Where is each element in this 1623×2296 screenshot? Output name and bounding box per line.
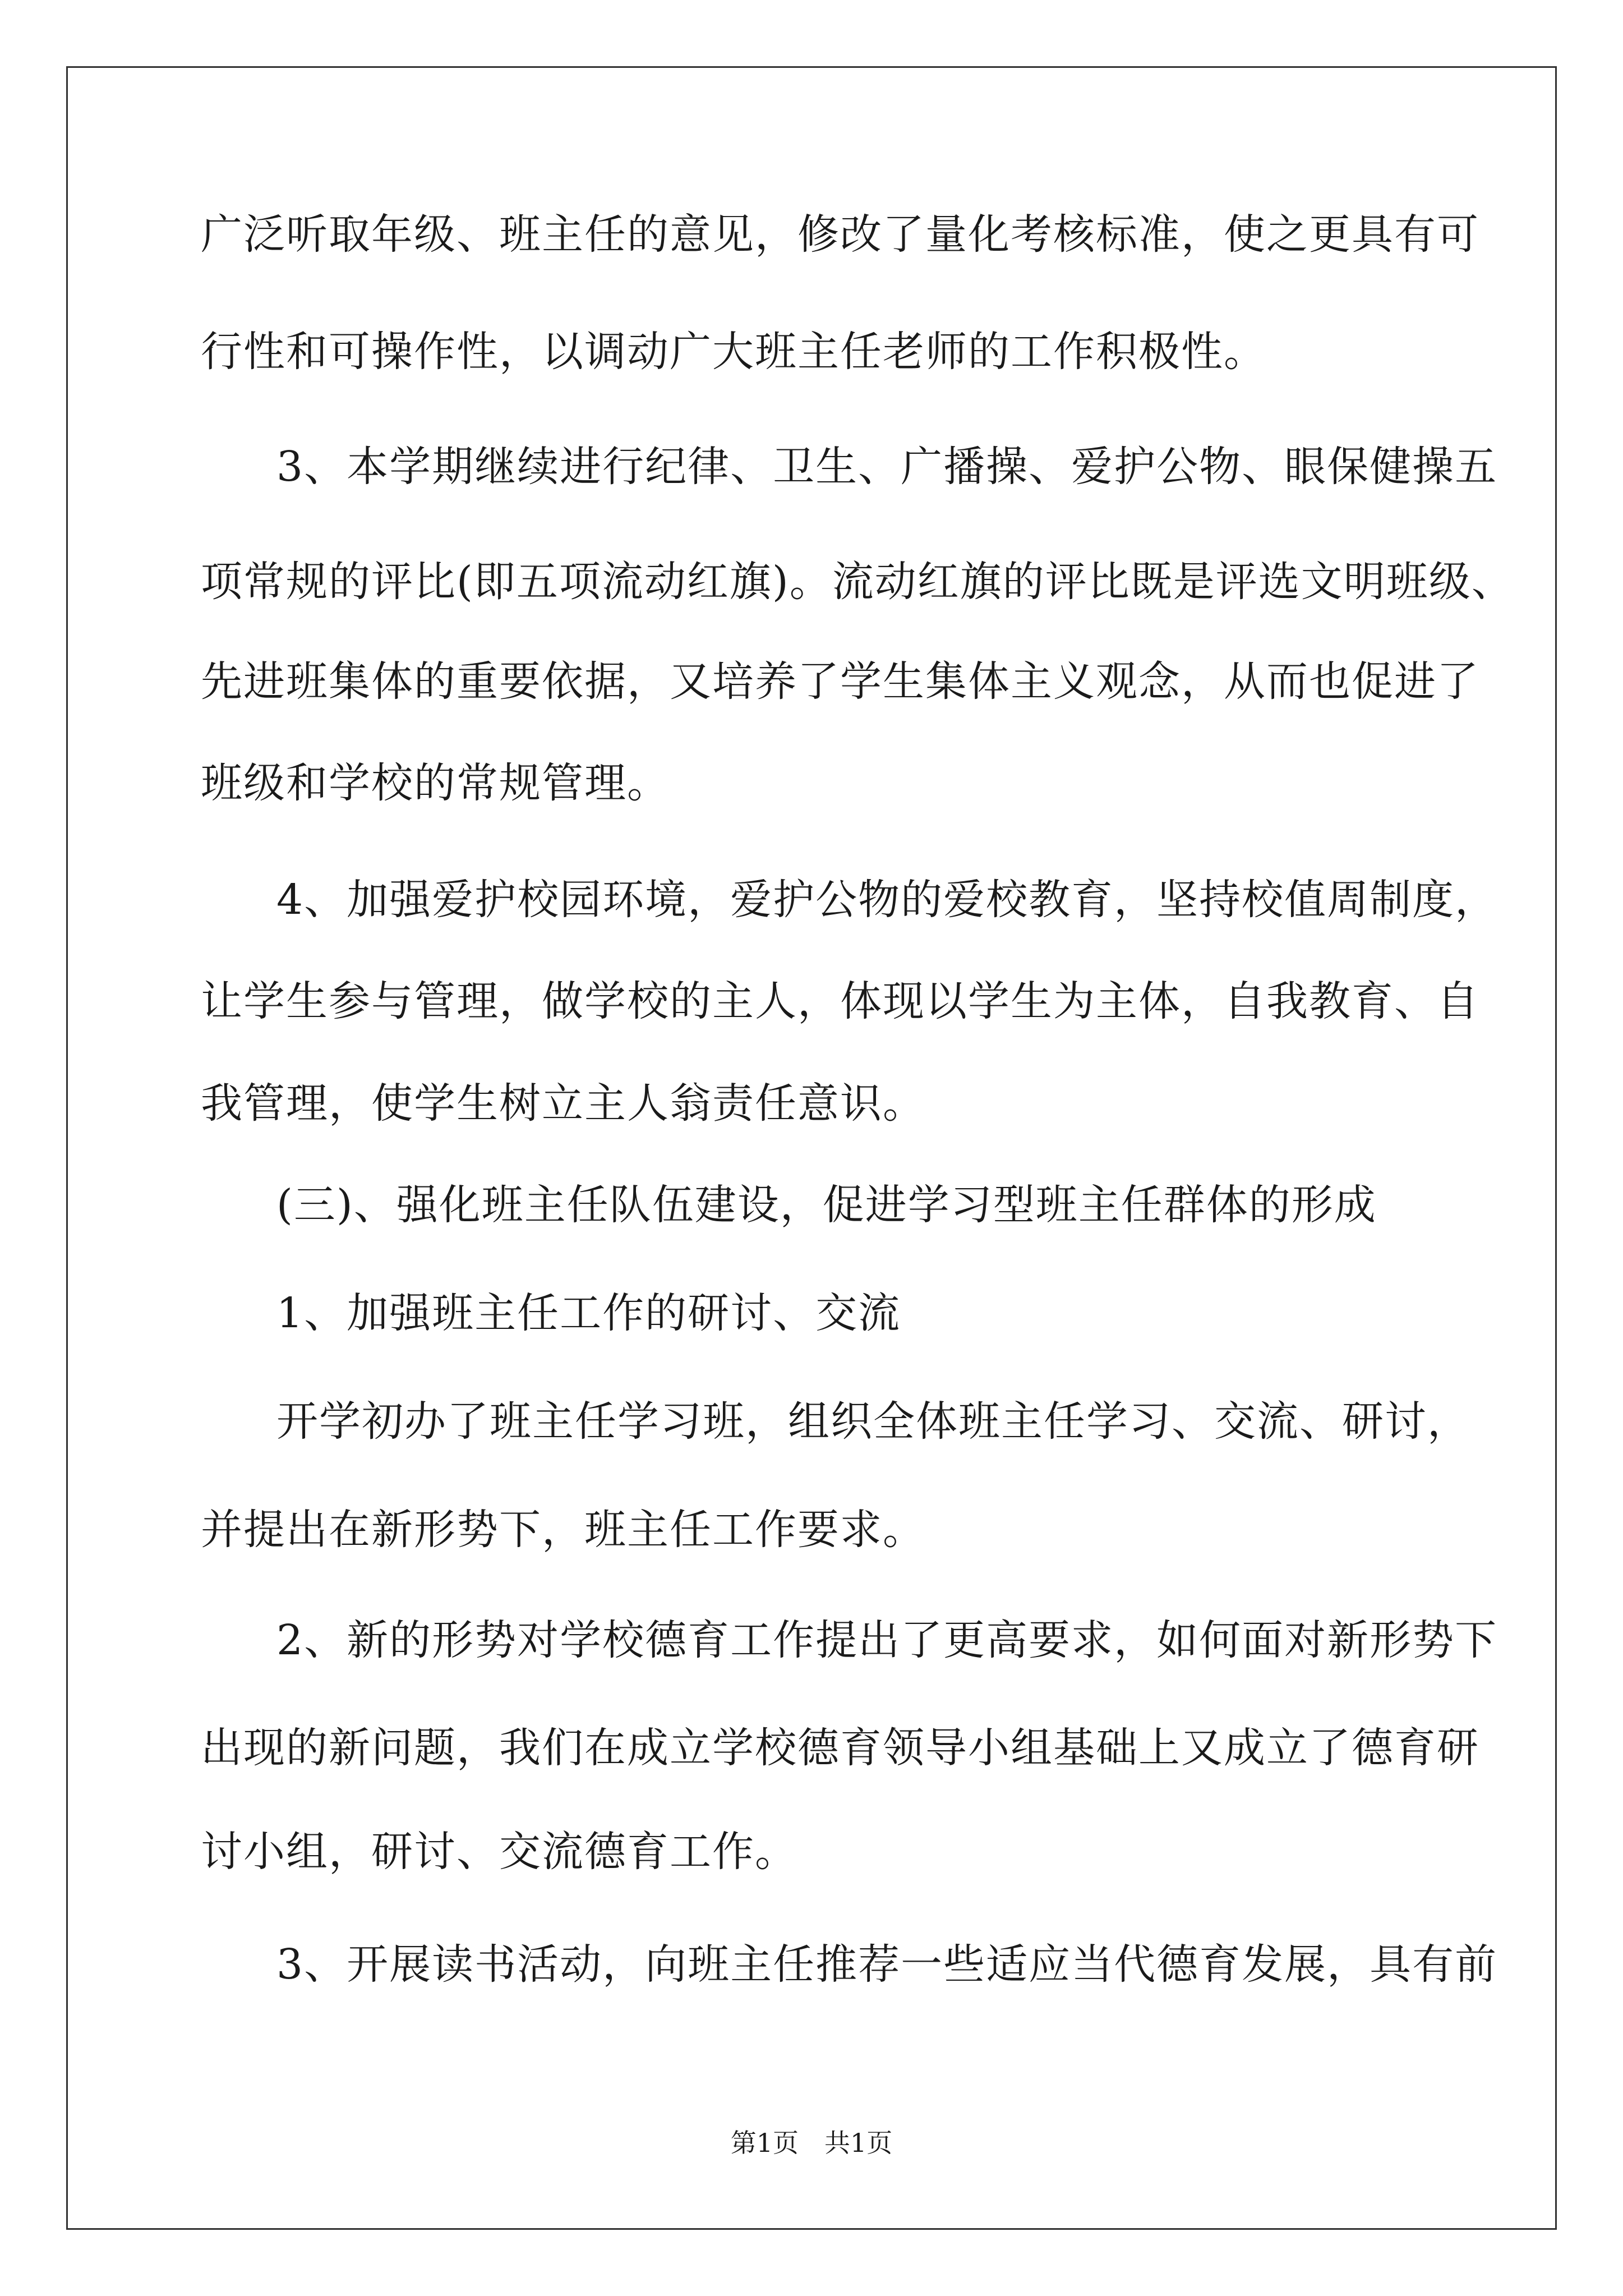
text-line: 我管理，使学生树立主人翁责任意识。 [201, 1079, 925, 1128]
text-line: 3、开展读书活动，向班主任推荐一些适应当代德育发展，具有前 [276, 1940, 1498, 1989]
text-line: 先进班集体的重要依据，又培养了学生集体主义观念，从而也促进了 [201, 657, 1479, 706]
text-line: 广泛听取年级、班主任的意见，修改了量化考核标准，使之更具有可 [201, 210, 1479, 259]
text-line: 讨小组，研讨、交流德育工作。 [201, 1828, 797, 1876]
text-line: (三)、强化班主任队伍建设，促进学习型班主任群体的形成 [276, 1181, 1377, 1229]
page-number: 第1页 [730, 2128, 799, 2158]
text-line: 班级和学校的常规管理。 [201, 759, 670, 807]
text-line: 开学初办了班主任学习班，组织全体班主任学习、交流、研讨， [276, 1397, 1470, 1446]
text-line: 让学生参与管理，做学校的主人，体现以学生为主体，自我教育、自 [201, 977, 1479, 1025]
text-line: 项常规的评比(即五项流动红旗)。流动红旗的评比既是评选文明班级、 [201, 558, 1514, 606]
page-border [66, 66, 1557, 2230]
text-line: 4、加强爱护校园环境，爱护公物的爱校教育，坚持校值周制度， [276, 876, 1498, 924]
text-line: 3、本学期继续进行纪律、卫生、广播操、爱护公物、眼保健操五 [276, 443, 1498, 491]
text-line: 出现的新问题，我们在成立学校德育领导小组基础上又成立了德育研 [201, 1724, 1479, 1772]
page-footer [0, 2130, 1623, 2156]
text-line: 行性和可操作性，以调动广大班主任老师的工作积极性。 [201, 328, 1266, 376]
text-line: 2、新的形势对学校德育工作提出了更高要求，如何面对新形势下 [276, 1616, 1498, 1664]
text-line: 并提出在新形势下，班主任工作要求。 [201, 1506, 925, 1554]
page-total: 共1页 [824, 2128, 893, 2158]
text-line: 1、加强班主任工作的研讨、交流 [276, 1289, 901, 1337]
